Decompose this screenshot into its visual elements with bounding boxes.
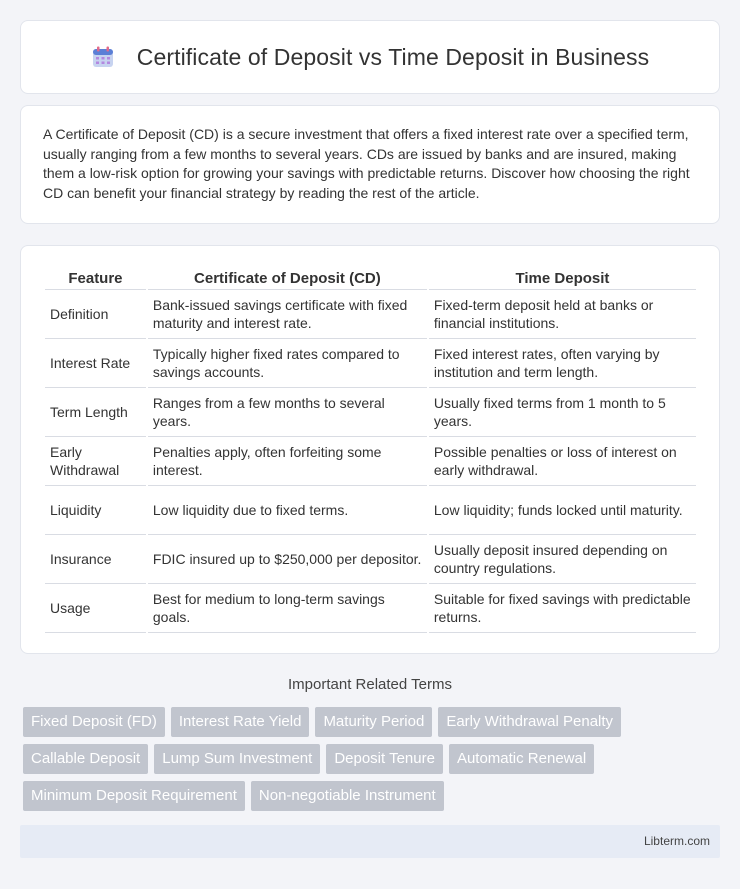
time-deposit-cell: Fixed interest rates, often varying by institution and term length.: [429, 339, 696, 388]
cd-cell: FDIC insured up to $250,000 per depositor.: [148, 535, 427, 584]
time-deposit-cell: Fixed-term deposit held at banks or financial institutions.: [429, 290, 696, 339]
related-term-tag[interactable]: Lump Sum Investment: [154, 744, 320, 774]
footer: [20, 825, 720, 858]
related-term-tag[interactable]: Early Withdrawal Penalty: [438, 707, 621, 737]
comparison-table: [43, 265, 698, 633]
cd-cell: Best for medium to long-term savings goals.: [148, 584, 427, 633]
related-term-tag[interactable]: Interest Rate Yield: [171, 707, 310, 737]
related-term-tag[interactable]: Non-negotiable Instrument: [251, 781, 444, 811]
table-header-row: [45, 265, 696, 290]
time-deposit-cell: Suitable for fixed savings with predictable returns.: [429, 584, 696, 633]
feature-cell: Definition: [45, 290, 146, 339]
intro-card: [20, 105, 720, 224]
intro-paragraph: A Certificate of Deposit (CD) is a secure investment that offers a fixed interest rate over a specified term, usually ranging from a few months to several years. CDs are issued by banks and are insured, making them a low-risk option for growing your savings with predictable returns. Discover how choosing the right CD can benefit your financial strategy by reading the rest of the article.: [43, 126, 690, 201]
time-deposit-cell: Usually deposit insured depending on country regulations.: [429, 535, 696, 584]
header-card: [20, 20, 720, 94]
page-title: Certificate of Deposit vs Time Deposit in Business: [136, 43, 650, 70]
table-row: [45, 535, 696, 584]
table-row: [45, 339, 696, 388]
table-row: [45, 437, 696, 486]
footer-site-link[interactable]: Libterm.com: [643, 834, 710, 848]
cd-cell: Low liquidity due to fixed terms.: [148, 486, 427, 535]
calendar-icon: [91, 45, 115, 69]
cd-cell: Bank-issued savings certificate with fixed maturity and interest rate.: [148, 290, 427, 339]
feature-cell: Usage: [45, 584, 146, 633]
column-header-feature: Feature: [45, 265, 146, 290]
cd-cell: Penalties apply, often forfeiting some interest.: [148, 437, 427, 486]
feature-cell: Term Length: [45, 388, 146, 437]
related-term-tag[interactable]: Automatic Renewal: [449, 744, 594, 774]
feature-cell: Insurance: [45, 535, 146, 584]
related-term-tag[interactable]: Deposit Tenure: [326, 744, 443, 774]
related-terms-list: [23, 707, 723, 818]
table-row: [45, 584, 696, 633]
time-deposit-cell: Low liquidity; funds locked until maturity.: [429, 486, 696, 535]
cd-cell: Typically higher fixed rates compared to savings accounts.: [148, 339, 427, 388]
related-term-tag[interactable]: Callable Deposit: [23, 744, 148, 774]
feature-cell: Liquidity: [45, 486, 146, 535]
column-header-time-deposit: Time Deposit: [429, 265, 696, 290]
related-term-tag[interactable]: Minimum Deposit Requirement: [23, 781, 245, 811]
column-header-cd: Certificate of Deposit (CD): [148, 265, 427, 290]
feature-cell: Early Withdrawal: [45, 437, 146, 486]
comparison-table-card: [20, 245, 720, 654]
cd-cell: Ranges from a few months to several years.: [148, 388, 427, 437]
table-row: [45, 290, 696, 339]
time-deposit-cell: Usually fixed terms from 1 month to 5 years.: [429, 388, 696, 437]
table-row: [45, 486, 696, 535]
related-terms-title: Important Related Terms: [288, 676, 452, 693]
table-row: [45, 388, 696, 437]
related-term-tag[interactable]: Fixed Deposit (FD): [23, 707, 165, 737]
feature-cell: Interest Rate: [45, 339, 146, 388]
header: [91, 44, 649, 71]
time-deposit-cell: Possible penalties or loss of interest on early withdrawal.: [429, 437, 696, 486]
related-term-tag[interactable]: Maturity Period: [315, 707, 432, 737]
